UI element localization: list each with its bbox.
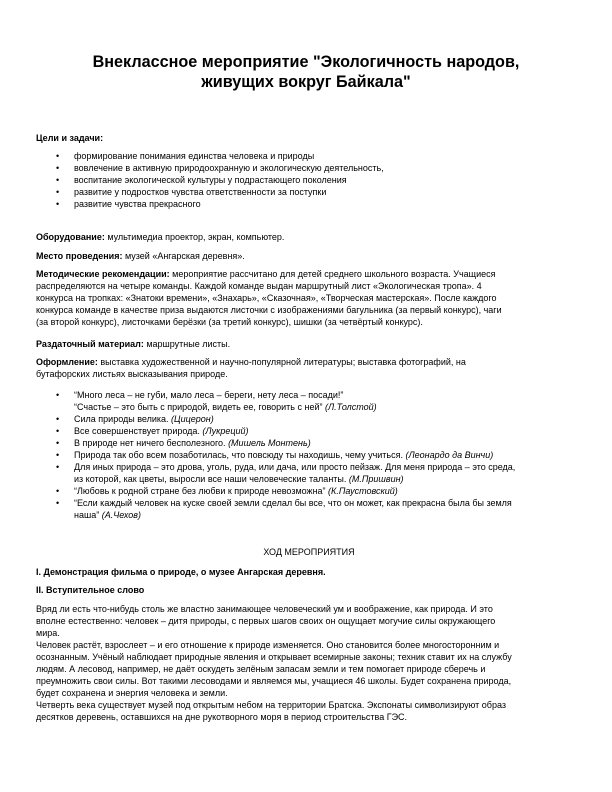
list-item: • Все совершенствует природа. (Лукреций) [56, 425, 582, 437]
list-item: • “Если каждый человек на куске своей земли сделал бы все, что он может, как прекрасна была бы земля наша” (А.Чехов) [56, 497, 582, 521]
intro-text: Вряд ли есть что-нибудь столь же властно занимающее человеческий ум и воображение, как природа. И это вполне естественно: человек – дитя природы, с первых шагов своих он ощущает могучие силы окружающего мира. Человек растёт, взрослеет – и его отношение к природе изменяется. Оно становится более многосторонним и осознанным. Учёный наблюдает природные явления и открывает всемирные законы; техник ставит их на службу людям. А лесовод, например, не даёт оскудеть зелёным запасам земли и тем помогает природе сберечь и преумножить свои силы. Вот такими лесоводами и являемся мы, учащиеся 46 школы. Будет сохранена природа, будет сохранена и энергия человека и земли. Четверть века существует музей под открытым небом на территории Братска. Экспонаты символизируют образ десятков деревень, оставшихся на дне рукотворного моря в период строительства ГЭС. [36, 604, 512, 722]
method-paragraph: Методические рекомендации: мероприятие рассчитано для детей среднего школьного возраста. Учащиеся распределяются на четыре команды. Каждой команде выдан маршрутный лист «Экологическая тропа». 4 конкурса на тропках: «Знатоки времени», «Знахарь», «Сказочная», «Творческая мастерская». После каждого конкурса команде в качестве приза выдаются листочки с изображениями багульника (за первый конкурс), чаги (за второй конкурс), листочками берёзки (за третий конкурс), шишки (за четвёртый конкурс). [36, 269, 502, 327]
section-2-heading: II. Вступительное слово [36, 585, 145, 595]
handout-paragraph [36, 338, 582, 350]
quotes-list [56, 389, 582, 521]
venue-paragraph [36, 250, 582, 262]
equipment-label: Оборудование: [36, 232, 105, 242]
list-item: • вовлечение в активную природоохранную и экологическую деятельность, [56, 162, 582, 174]
equipment-text: мультимедиа проектор, экран, компьютер. [104, 232, 285, 242]
venue-text: музей «Ангарская деревня». [122, 251, 245, 261]
section-1-heading: I. Демонстрация фильма о природе, о музее Ангарская деревня. [36, 567, 326, 577]
handout-text: маршрутные листы. [143, 339, 231, 349]
document-title [40, 52, 572, 92]
list-item: • Природа так обо всем позаботилась, что повсюду ты находишь, чему учиться. (Леонардо да Винчи) [56, 449, 582, 461]
goals-heading: Цели и задачи: [36, 133, 104, 143]
list-item: • “Много леса – не губи, мало леса – береги, нету леса – посади!” “Счастье – это быть с природой, видеть ее, говорить с ней” (Л.Толстой) [56, 389, 582, 413]
venue-label: Место проведения: [36, 251, 123, 261]
list-item: • воспитание экологической культуры у подрастающего поколения [56, 174, 582, 186]
title-line-2: живущих вокруг Байкала" [201, 73, 411, 91]
list-item: • развитие у подростков чувства ответственности за поступки [56, 186, 582, 198]
list-item: • Сила природы велика. (Цицерон) [56, 413, 582, 425]
goals-list [56, 150, 582, 210]
list-item: • формирование понимания единства человека и природы [56, 150, 582, 162]
list-item: • “Любовь к родной стране без любви к природе невозможна” (К.Паустовский) [56, 485, 582, 497]
list-item: • Для иных природа – это дрова, уголь, руда, или дача, или просто пейзаж. Для меня природа – это среда, из которой, как цветы, выросли все наши человеческие таланты. (М.Пришвин) [56, 461, 582, 485]
equipment-paragraph [36, 231, 582, 243]
design-paragraph: Оформление: выставка художественной и научно-популярной литературы; выставка фотографий, на бутафорских листьях высказывания природе. [36, 357, 466, 379]
list-item: • В природе нет ничего бесполезного. (Мишель Монтень) [56, 437, 582, 449]
method-label: Методические рекомендации: [36, 269, 170, 279]
course-heading: ХОД МЕРОПРИЯТИЯ [263, 547, 355, 557]
handout-label: Раздаточный материал: [36, 339, 144, 349]
list-item: • развитие чувства прекрасного [56, 198, 582, 210]
title-line-1: Внеклассное мероприятие "Экологичность народов, [92, 53, 520, 71]
design-label: Оформление: [36, 357, 98, 367]
